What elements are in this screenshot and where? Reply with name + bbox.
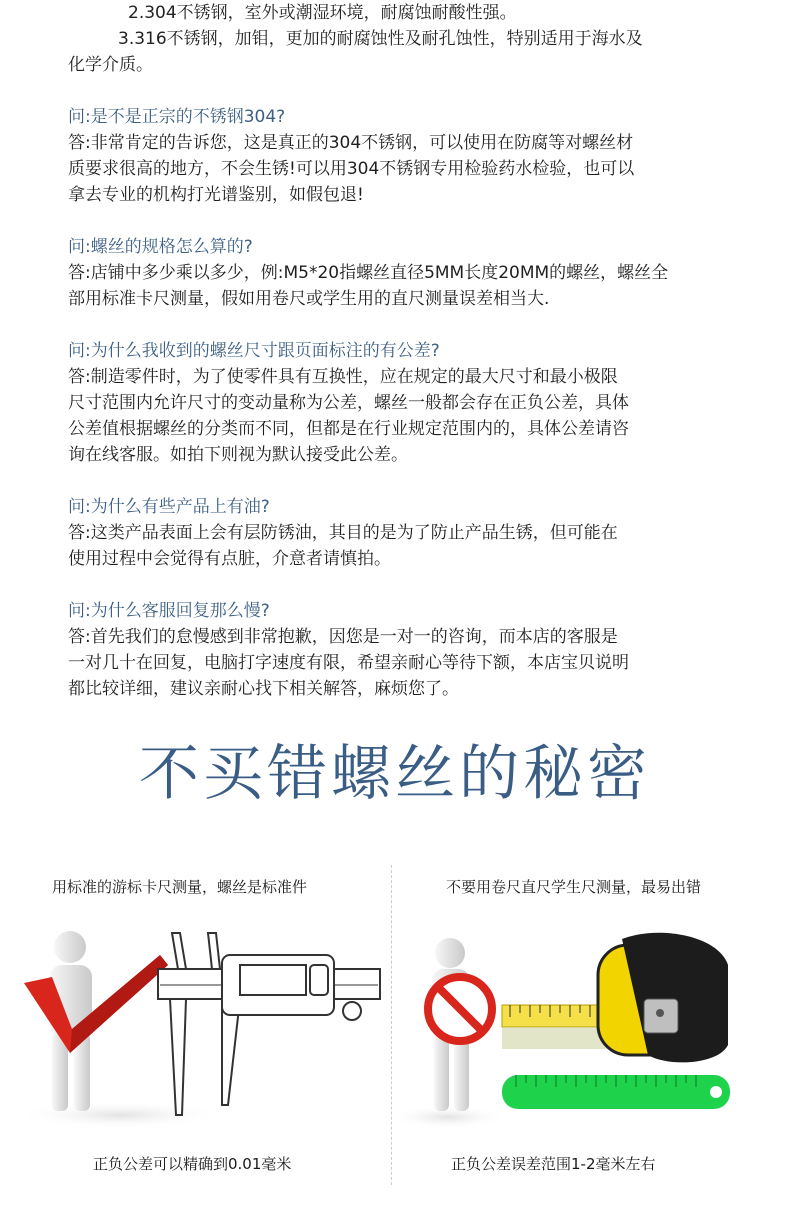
intro-line: 2.304不锈钢，室外或潮湿环境，耐腐蚀耐酸性强。 [128,3,517,23]
right-top-caption: 不要用卷尺直尺学生尺测量，最易出错 [446,878,702,896]
right-bottom-caption: 正负公差误差范围1-2毫米左右 [451,1155,656,1173]
left-top-caption: 用标准的游标卡尺测量，螺丝是标准件 [52,878,308,896]
faq-section [68,0,738,702]
faq-answer-line: 尺寸范围内允许尺寸的变动量称为公差，螺丝一般都会存在正负公差，具体 [68,393,629,413]
faq-answer-line: 询在线客服。如拍下则视为默认接受此公差。 [68,445,408,465]
intro-line: 3.316不锈钢，加钼，更加的耐腐蚀性及耐孔蚀性，特别适用于海水及 [118,29,643,49]
faq-answer-line: 答:首先我们的怠慢感到非常抱歉，因您是一对一的咨询，而本店的客服是 [68,627,618,647]
green-ruler-icon [502,1075,730,1109]
panel-divider [391,865,392,1185]
faq-question: 问:为什么有些产品上有油? [68,497,270,517]
red-check-icon [24,955,168,1053]
faq-answer-line: 公差值根据螺丝的分类而不同，但都是在行业规定范围内的，具体公差请咨 [68,419,629,439]
tape-measure-icon [502,933,728,1063]
faq-answer-line: 质要求很高的地方，不会生锈!可以用304不锈钢专用检验药水检验，也可以 [68,159,635,179]
faq-answer-line: 部用标准卡尺测量，假如用卷尺或学生用的直尺测量误差相当大. [68,289,550,309]
faq-answer-line: 使用过程中会觉得有点脏，介意者请慎拍。 [68,549,391,569]
faq-answer-line: 答:这类产品表面上会有层防锈油，其目的是为了防止产品生锈，但可能在 [68,523,618,543]
caliper-illustration [10,925,385,1130]
faq-question: 问:螺丝的规格怎么算的? [68,237,253,257]
left-bottom-caption: 正负公差可以精确到0.01毫米 [93,1155,292,1173]
faq-answer-line: 一对几十在回复，电脑打字速度有限，希望亲耐心等待下额，本店宝贝说明 [68,653,629,673]
faq-answer-line: 答:非常肯定的告诉您，这是真正的304不锈钢，可以使用在防腐等对螺丝材 [68,133,634,153]
faq-answer-line: 答:制造零件时，为了使零件具有互换性，应在规定的最大尺寸和最小极限 [68,367,618,387]
tape-measure-illustration [398,925,753,1130]
prohibited-sign-icon [428,977,492,1041]
section-headline: 不买错螺丝的秘密 [139,739,651,809]
faq-question: 问:为什么我收到的螺丝尺寸跟页面标注的有公差? [68,341,440,361]
faq-answer-line: 都比较详细，建议亲耐心找下相关解答，麻烦您了。 [68,679,459,699]
faq-answer-line: 拿去专业的机构打光谱鉴别，如假包退! [68,185,364,205]
faq-question: 问:为什么客服回复那么慢? [68,601,270,621]
intro-line: 化学介质。 [68,55,153,75]
faq-question: 问:是不是正宗的不锈钢304? [68,107,286,127]
vernier-caliper-icon [158,933,380,1115]
faq-answer-line: 答:店铺中多少乘以多少，例:M5*20指螺丝直径5MM长度20MM的螺丝，螺丝全 [68,263,669,283]
